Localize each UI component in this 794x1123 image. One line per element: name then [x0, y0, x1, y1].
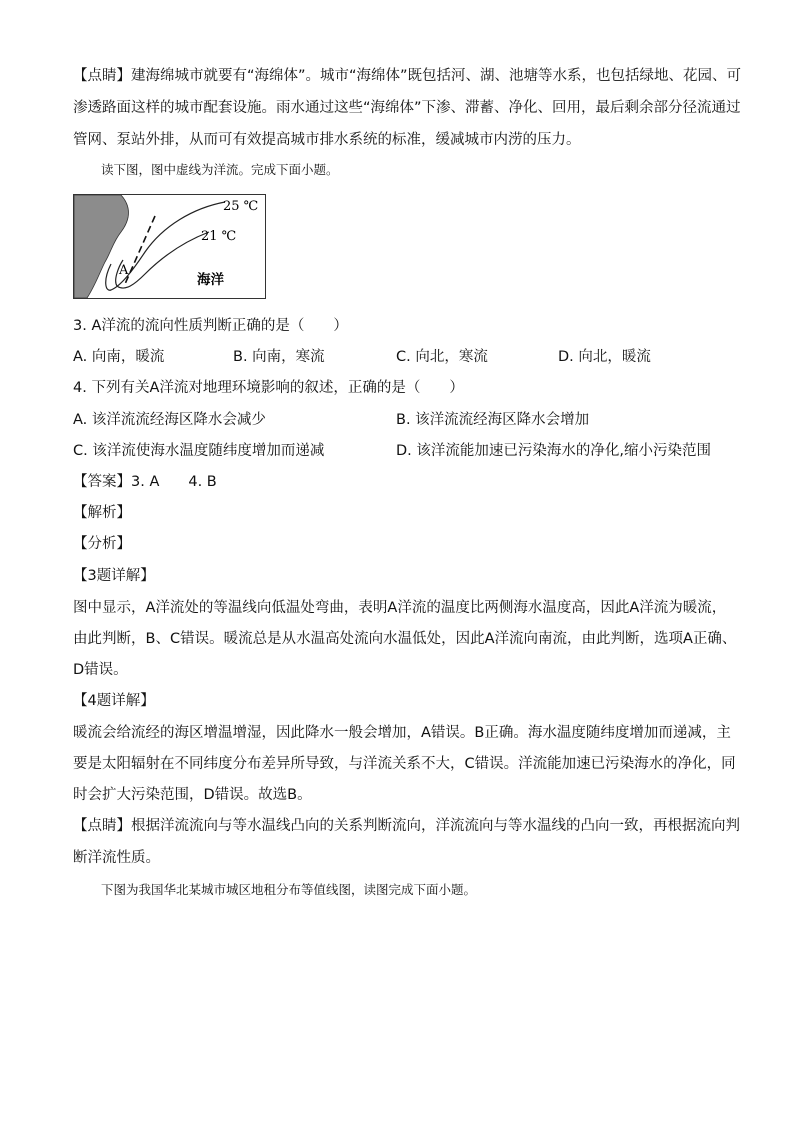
isotherm-25-label: 25 ℃: [223, 199, 259, 214]
q3-detail-line-1: 图中显示，A洋流处的等温线向低温处弯曲，表明A洋流的温度比两侧海水温度高，因此A洋流为暖流，: [73, 600, 727, 616]
q3-option-d: D. 向北，暖流: [558, 349, 651, 365]
q3-option-b: B. 向南，寒流: [233, 349, 325, 365]
q4-detail-line-3: 时会扩大污染范围，D错误。故选B。: [73, 787, 312, 803]
q4-option-b: B. 该洋流流经海区降水会增加: [396, 412, 590, 428]
q3-option-c: C. 向北，寒流: [396, 349, 488, 365]
question-3: 3. A洋流的流向性质判断正确的是（ ）: [73, 318, 348, 334]
q4-detail-line-2: 要是太阳辐射在不同纬度分布差异所导致，与洋流关系不大，C错误。洋流能加速已污染海水的净化，同: [73, 756, 736, 772]
q4-option-c: C. 该洋流使海水温度随纬度增加而递减: [73, 443, 325, 459]
q4-detail-line-1: 暖流会给流经的海区增温增湿，因此降水一般会增加，A错误。B正确。海水温度随纬度增加而递减，主: [73, 725, 731, 741]
dianjing-paragraph-line-3: 管网、泵站外排，从而可有效提高城市排水系统的标准，缓减城市内涝的压力。: [73, 132, 581, 148]
figure-intro: 读下图，图中虚线为洋流。完成下面小题。: [101, 162, 339, 177]
dianjing-2-line-2: 断洋流性质。: [73, 850, 160, 866]
dianjing-paragraph-line-2: 渗透路面这样的城市配套设施。雨水通过这些“海绵体”下渗、滞蓄、净化、回用，最后剩余部分径流通过: [73, 100, 741, 116]
q4-detail-heading: 【4题详解】: [73, 693, 155, 709]
ocean-current-map-svg: [73, 194, 266, 299]
dianjing-2-line-1: 【点睛】根据洋流流向与等水温线凸向的关系判断流向，洋流流向与等水温线的凸向一致，再根据流向判: [73, 818, 740, 834]
next-figure-intro: 下图为我国华北某城市城区地租分布等值线图，读图完成下面小题。: [101, 882, 477, 897]
q3-detail-line-3: D错误。: [73, 662, 128, 678]
answer-line: 【答案】3. A 4. B: [73, 474, 217, 490]
q4-option-d: D. 该洋流能加速已污染海水的净化,缩小污染范围: [396, 443, 711, 459]
q3-detail-line-2: 由此判断，B、C错误。暖流总是从水温高处流向水温低处，因此A洋流向南流，由此判断，选项A正确、: [73, 631, 737, 647]
question-4: 4. 下列有关A洋流对地理环境影响的叙述，正确的是（ ）: [73, 380, 464, 396]
dianjing-paragraph-line-1: 【点睛】建海绵城市就要有“海绵体”。城市“海绵体”既包括河、湖、池塘等水系，也包括绿地、花园、可: [73, 68, 742, 84]
isotherm-21-label: 21 ℃: [201, 229, 237, 244]
fenxi-heading: 【分析】: [73, 536, 131, 552]
ocean-current-map: [73, 194, 266, 299]
jiexi-heading: 【解析】: [73, 505, 131, 521]
q3-option-a: A. 向南，暖流: [73, 349, 165, 365]
q3-detail-heading: 【3题详解】: [73, 568, 155, 584]
ocean-label: 海洋: [197, 272, 224, 288]
q4-option-a: A. 该洋流流经海区降水会减少: [73, 412, 266, 428]
current-a-label: A: [119, 263, 129, 278]
